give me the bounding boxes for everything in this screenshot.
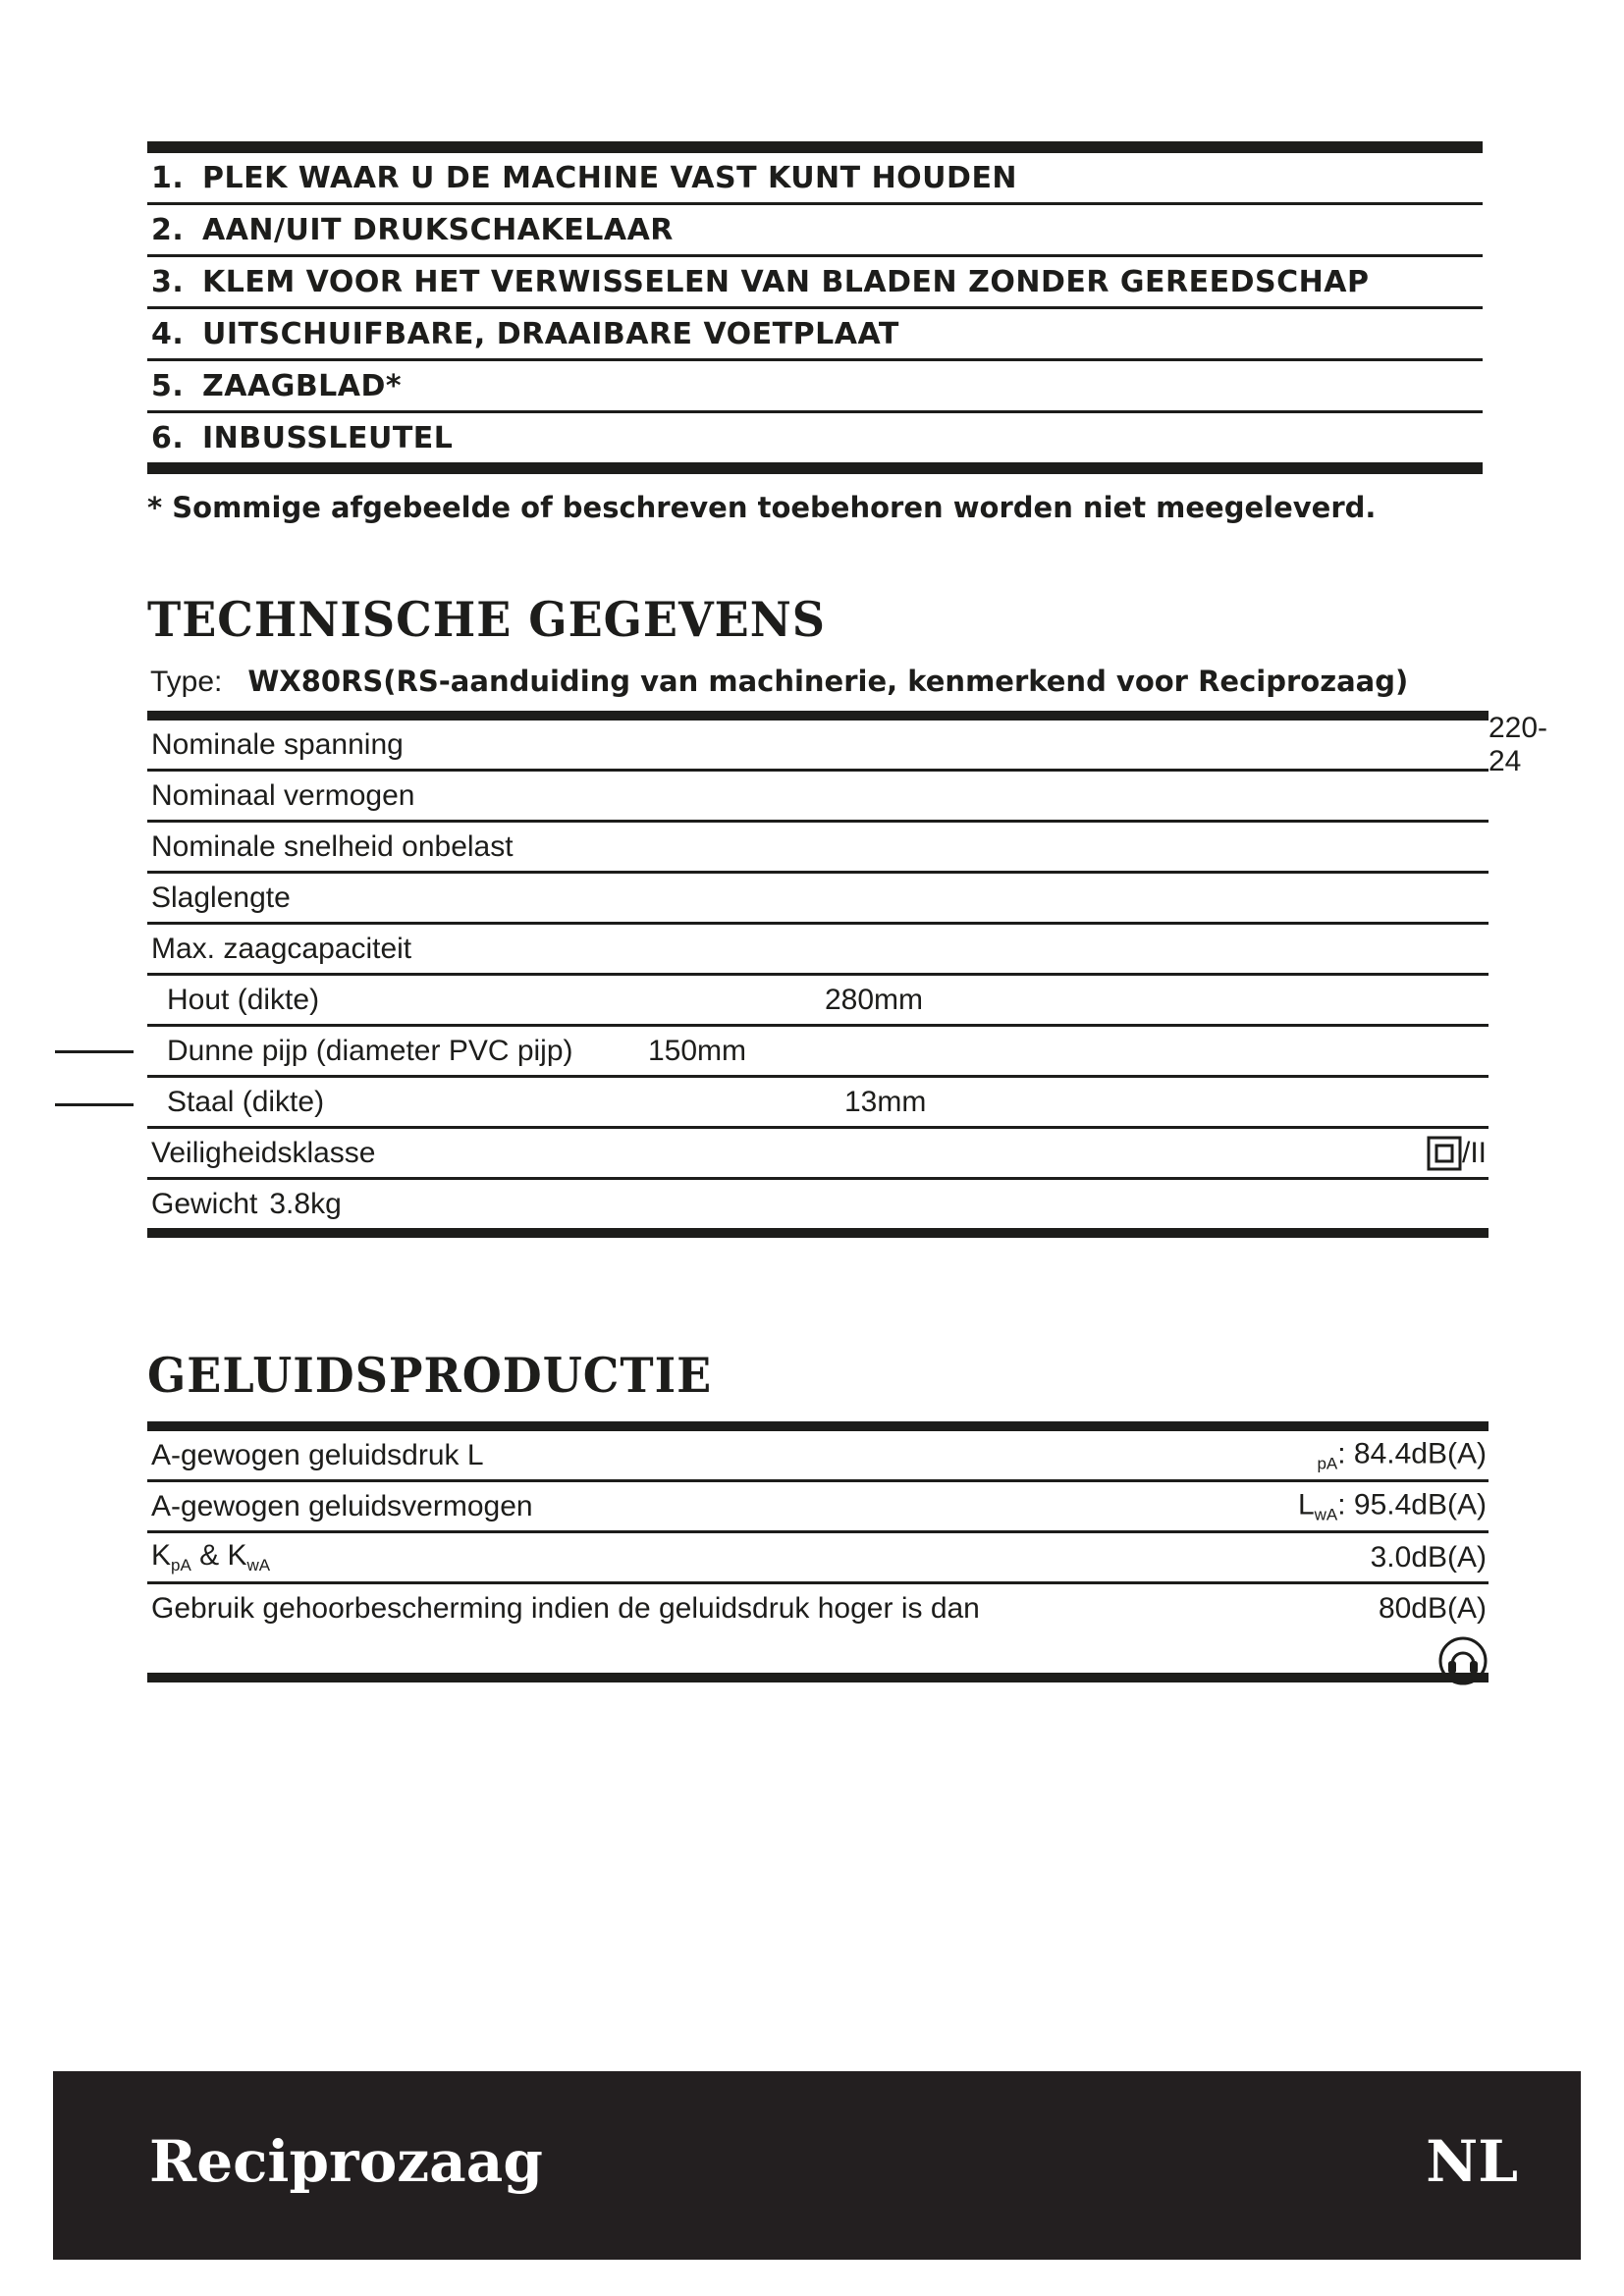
sound-value-text: : 95.4dB(A) (1337, 1488, 1487, 1521)
parts-item (147, 257, 1483, 309)
spec-value: 220-24 (1489, 711, 1548, 777)
parts-item (147, 205, 1483, 257)
k-sub: wA (246, 1556, 271, 1575)
sound-row-power (147, 1482, 1489, 1533)
spec-label: Staal (dikte) (167, 1085, 325, 1118)
spec-row-steel (147, 1078, 1489, 1129)
k-sub: pA (171, 1556, 191, 1575)
parts-item-number: 1. (151, 160, 185, 195)
sound-row-protection (147, 1584, 1489, 1682)
sound-value (1298, 1488, 1487, 1524)
spec-label: Nominale snelheid onbelast (151, 829, 514, 863)
parts-item (147, 153, 1483, 205)
spec-label: Max. zaagcapaciteit (151, 932, 412, 965)
spec-label: Gewicht (151, 1187, 258, 1220)
spec-label: Slaglengte (151, 881, 291, 914)
spec-label: Nominale spanning (151, 727, 404, 761)
sound-heading: GELUIDSPRODUCTIE (147, 1347, 713, 1404)
sound-row-pressure (147, 1431, 1489, 1482)
k-symbol: & K (190, 1539, 247, 1572)
type-line (150, 665, 1408, 699)
type-label: Type: (150, 666, 223, 698)
parts-item-number: 2. (151, 212, 185, 247)
parts-item-label: UITSCHUIFBARE, DRAAIBARE VOETPLAAT (202, 316, 899, 351)
spec-value (1427, 1136, 1487, 1171)
ear-protection-icon (1437, 1635, 1489, 1686)
parts-top-rule (147, 141, 1483, 153)
spec-value: 3.8kg (269, 1187, 342, 1220)
sound-label: A-gewogen geluidsvermogen (151, 1489, 533, 1522)
parts-item-label: AAN/UIT DRUKSCHAKELAAR (202, 212, 674, 247)
spec-top-rule (147, 711, 1489, 721)
parts-item-label: INBUSSLEUTEL (202, 420, 454, 455)
sound-label: A-gewogen geluidsdruk L (151, 1438, 484, 1471)
spec-row-class (147, 1129, 1489, 1180)
footer-title: Reciprozaag (149, 2128, 543, 2195)
parts-item-number: 3. (151, 264, 185, 299)
k-symbol: K (151, 1539, 172, 1572)
spec-row-stroke (147, 874, 1489, 925)
spec-label: Veiligheidsklasse (151, 1136, 376, 1169)
parts-item (147, 309, 1483, 361)
sound-label (151, 1539, 270, 1575)
spec-row-weight (147, 1180, 1489, 1238)
parts-list (147, 141, 1483, 474)
spec-label: Nominaal vermogen (151, 778, 415, 812)
sound-value-text: : 84.4dB(A) (1337, 1437, 1487, 1469)
leader-line (55, 1103, 134, 1106)
class-value-text: /II (1461, 1136, 1487, 1169)
sound-table (147, 1421, 1489, 1682)
sound-value (1317, 1437, 1487, 1473)
spec-value: 280mm (825, 983, 924, 1016)
sound-top-rule (147, 1421, 1489, 1431)
type-value: WX80RS(RS-aanduiding van machinerie, kenmerkend voor Reciprozaag) (247, 665, 1409, 698)
parts-item (147, 413, 1483, 474)
sound-value: 80dB(A) (1378, 1592, 1487, 1625)
parts-item-number: 5. (151, 368, 185, 403)
spec-value: 150mm (648, 1034, 747, 1067)
footnote: * Sommige afgebeelde of beschreven toebehoren worden niet meegeleverd. (147, 491, 1377, 524)
sound-value: 3.0dB(A) (1370, 1540, 1487, 1574)
spec-row-pipe (147, 1027, 1489, 1078)
sound-sub: wA (1314, 1505, 1338, 1523)
parts-item-number: 6. (151, 420, 185, 455)
sound-sub: pA (1317, 1454, 1338, 1472)
spec-label: Dunne pijp (diameter PVC pijp) (167, 1034, 573, 1067)
spec-value: 13mm (844, 1085, 927, 1118)
parts-item-number: 4. (151, 316, 185, 351)
spec-row-capacity (147, 925, 1489, 976)
leader-line (55, 1050, 134, 1053)
spec-row-voltage (147, 711, 1548, 777)
spec-row-wood (147, 976, 1489, 1027)
footer-language: NL (1426, 2128, 1518, 2195)
parts-item-label: PLEK WAAR U DE MACHINE VAST KUNT HOUDEN (202, 160, 1018, 195)
class-ii-icon (1427, 1136, 1462, 1171)
footer-bar (53, 2071, 1581, 2260)
parts-item (147, 361, 1483, 413)
sound-symbol: L (1297, 1488, 1315, 1521)
spec-row-power (147, 772, 1489, 823)
spec-row-speed (147, 823, 1489, 874)
sound-row-k (147, 1533, 1489, 1584)
sound-label: Gebruik gehoorbescherming indien de geluidsdruk hoger is dan (151, 1592, 980, 1625)
tech-heading: TECHNISCHE GEGEVENS (147, 591, 827, 648)
parts-item-label: KLEM VOOR HET VERWISSELEN VAN BLADEN ZONDER GEREEDSCHAP (202, 264, 1370, 299)
parts-item-label: ZAAGBLAD* (202, 368, 403, 403)
spec-table (147, 711, 1548, 1238)
spec-label: Hout (dikte) (167, 983, 320, 1016)
